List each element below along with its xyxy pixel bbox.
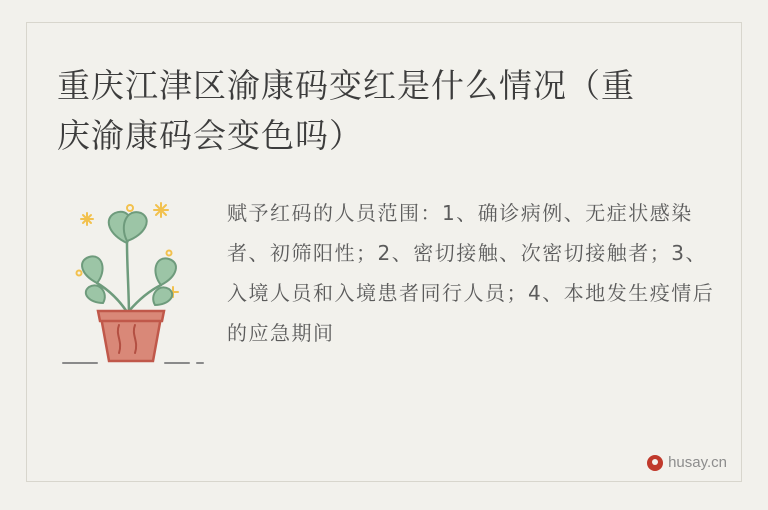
potted-plant-illustration [57, 191, 217, 371]
watermark-dot-icon [647, 455, 663, 471]
watermark-text: husay.cn [668, 454, 727, 471]
article-card [26, 22, 742, 482]
page-title: 重庆江津区渝康码变红是什么情况（重庆渝康码会变色吗） [57, 67, 635, 154]
watermark [647, 454, 727, 471]
article-body-row [57, 191, 717, 371]
article-body: 赋予红码的人员范围：1、确诊病例、无症状感染者、初筛阳性；2、密切接触、次密切接触者；3、入境人员和入境患者同行人员；4、本地发生疫情后的应急期间 [227, 201, 715, 345]
